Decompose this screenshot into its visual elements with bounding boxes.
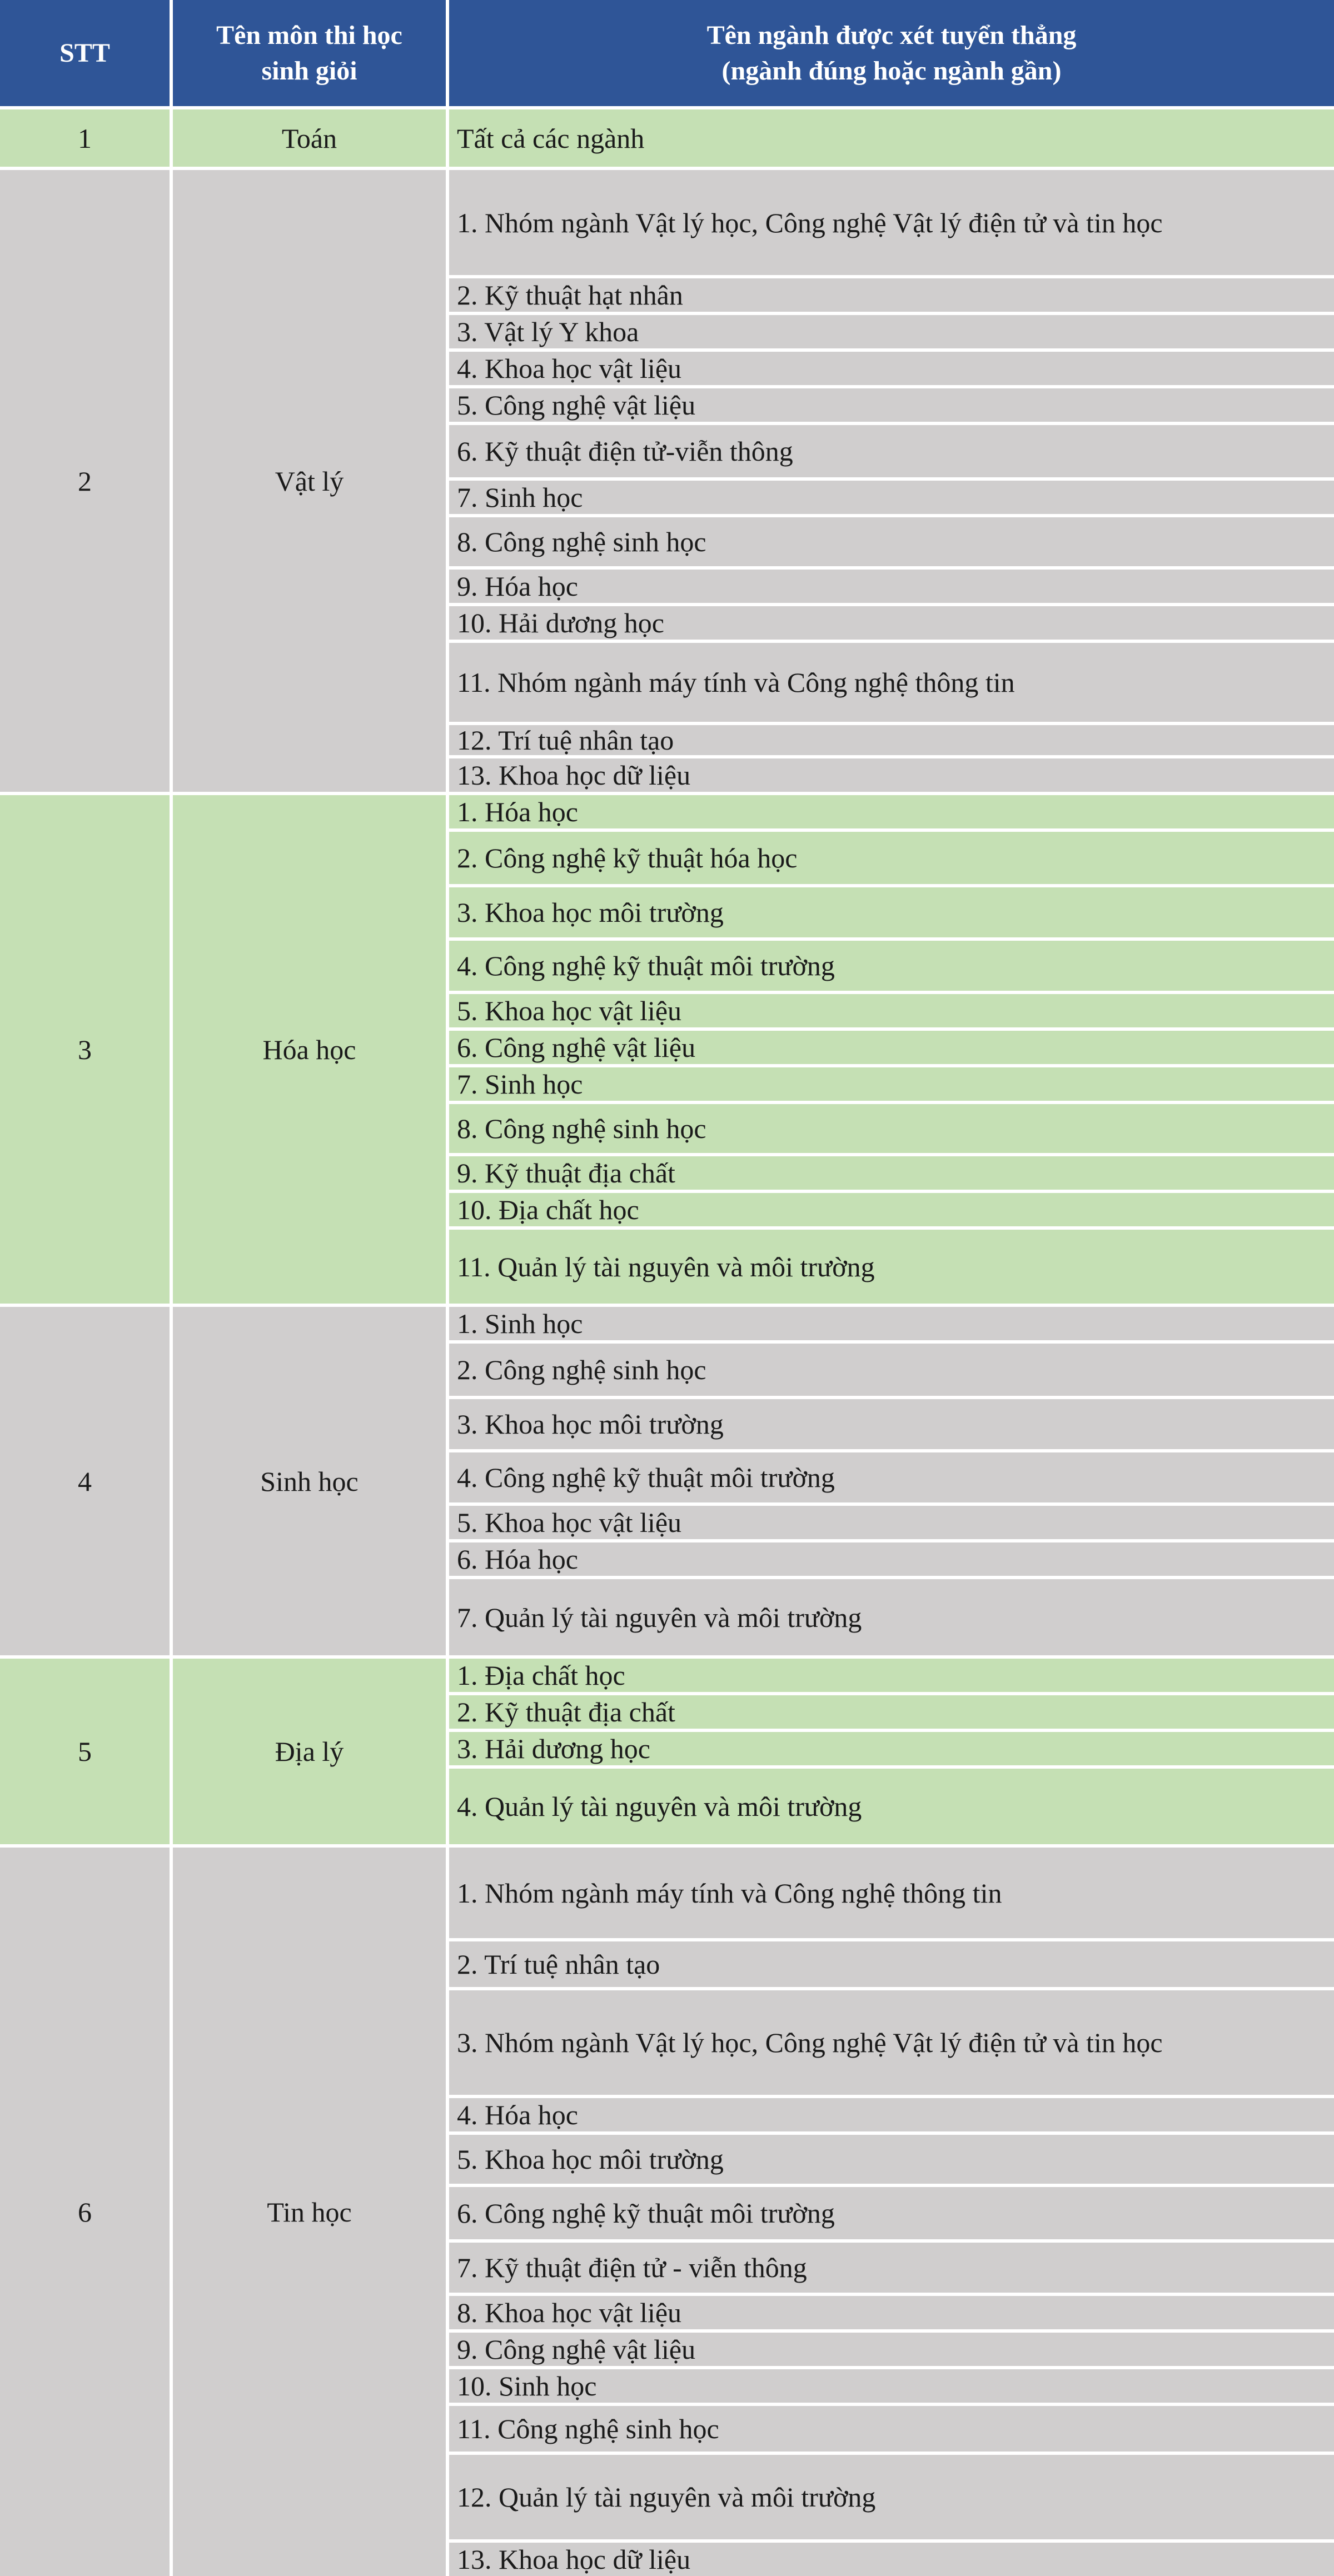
major-cell: 2. Công nghệ kỹ thuật hóa học xyxy=(449,832,1334,884)
stt-cell: 5 xyxy=(0,1659,170,1844)
major-cell: 4. Công nghệ kỹ thuật môi trường xyxy=(449,941,1334,991)
major-cell: 2. Kỹ thuật hạt nhân xyxy=(449,278,1334,312)
major-cell: 12. Trí tuệ nhân tạo xyxy=(449,725,1334,755)
subject-cell: Toán xyxy=(173,109,446,167)
major-cell: 7. Kỹ thuật điện tử - viễn thông xyxy=(449,2243,1334,2293)
major-cell: 8. Công nghệ sinh học xyxy=(449,517,1334,566)
major-cell: 2. Công nghệ sinh học xyxy=(449,1344,1334,1396)
major-cell: 5. Công nghệ vật liệu xyxy=(449,388,1334,422)
major-cell: 11. Quản lý tài nguyên và môi trường xyxy=(449,1230,1334,1304)
major-cell: 13. Khoa học dữ liệu xyxy=(449,2543,1334,2576)
major-cell: 1. Hóa học xyxy=(449,795,1334,828)
major-cell: Tất cả các ngành xyxy=(449,109,1334,167)
major-cell: 10. Hải dương học xyxy=(449,606,1334,640)
major-cell: 5. Khoa học môi trường xyxy=(449,2135,1334,2184)
major-cell: 7. Quản lý tài nguyên và môi trường xyxy=(449,1579,1334,1655)
stt-cell: 6 xyxy=(0,1848,170,2576)
major-cell: 10. Sinh học xyxy=(449,2369,1334,2403)
major-cell: 5. Khoa học vật liệu xyxy=(449,994,1334,1027)
major-cell: 9. Hóa học xyxy=(449,570,1334,603)
major-cell: 3. Khoa học môi trường xyxy=(449,1399,1334,1449)
major-cell: 6. Công nghệ vật liệu xyxy=(449,1031,1334,1064)
major-cell: 11. Nhóm ngành máy tính và Công nghệ thông tin xyxy=(449,643,1334,722)
major-cell: 1. Sinh học xyxy=(449,1307,1334,1340)
major-cell: 9. Công nghệ vật liệu xyxy=(449,2333,1334,2366)
header-majors: Tên ngành được xét tuyển thẳng (ngành đúng hoặc ngành gần) xyxy=(449,0,1334,106)
subject-cell: Hóa học xyxy=(173,795,446,1304)
major-cell: 1. Nhóm ngành Vật lý học, Công nghệ Vật lý điện tử và tin học xyxy=(449,170,1334,275)
major-cell: 5. Khoa học vật liệu xyxy=(449,1506,1334,1539)
major-cell: 6. Hóa học xyxy=(449,1542,1334,1576)
major-cell: 4. Công nghệ kỹ thuật môi trường xyxy=(449,1452,1334,1502)
major-cell: 1. Địa chất học xyxy=(449,1659,1334,1692)
major-cell: 3. Vật lý Y khoa xyxy=(449,315,1334,348)
major-cell: 4. Hóa học xyxy=(449,2098,1334,2131)
major-cell: 3. Khoa học môi trường xyxy=(449,887,1334,937)
major-cell: 2. Kỹ thuật địa chất xyxy=(449,1695,1334,1729)
major-cell: 4. Khoa học vật liệu xyxy=(449,352,1334,385)
major-cell: 9. Kỹ thuật địa chất xyxy=(449,1156,1334,1190)
major-cell: 3. Nhóm ngành Vật lý học, Công nghệ Vật lý điện tử và tin học xyxy=(449,1990,1334,2095)
major-cell: 10. Địa chất học xyxy=(449,1193,1334,1226)
major-cell: 3. Hải dương học xyxy=(449,1732,1334,1765)
header-stt: STT xyxy=(0,0,170,106)
subject-cell: Tin học xyxy=(173,1848,446,2576)
subject-cell: Sinh học xyxy=(173,1307,446,1655)
stt-cell: 3 xyxy=(0,795,170,1304)
major-cell: 13. Khoa học dữ liệu xyxy=(449,758,1334,792)
major-cell: 7. Sinh học xyxy=(449,1067,1334,1101)
stt-cell: 1 xyxy=(0,109,170,167)
major-cell: 8. Khoa học vật liệu xyxy=(449,2296,1334,2329)
stt-cell: 4 xyxy=(0,1307,170,1655)
major-cell: 8. Công nghệ sinh học xyxy=(449,1104,1334,1153)
subject-cell: Vật lý xyxy=(173,170,446,792)
major-cell: 11. Công nghệ sinh học xyxy=(449,2406,1334,2452)
header-subject: Tên môn thi học sinh giỏi xyxy=(173,0,446,106)
major-cell: 6. Công nghệ kỹ thuật môi trường xyxy=(449,2187,1334,2239)
subject-cell: Địa lý xyxy=(173,1659,446,1844)
major-cell: 12. Quản lý tài nguyên và môi trường xyxy=(449,2455,1334,2539)
major-cell: 7. Sinh học xyxy=(449,481,1334,514)
major-cell: 6. Kỹ thuật điện tử-viễn thông xyxy=(449,425,1334,477)
major-cell: 4. Quản lý tài nguyên và môi trường xyxy=(449,1769,1334,1844)
major-cell: 1. Nhóm ngành máy tính và Công nghệ thông tin xyxy=(449,1848,1334,1938)
stt-cell: 2 xyxy=(0,170,170,792)
major-cell: 2. Trí tuệ nhân tạo xyxy=(449,1941,1334,1987)
